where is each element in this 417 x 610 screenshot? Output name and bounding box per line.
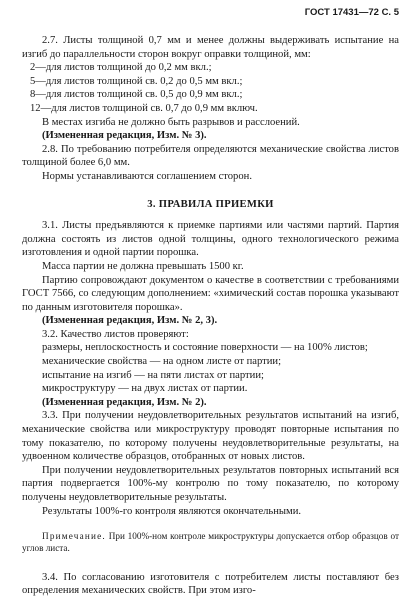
body-paragraph-12: Результаты 100%-го контроля являются окончательными. xyxy=(42,505,302,517)
body-paragraph-0: 3.1. Листы предъявляются к приемке партиями или частями партий. Партия должна состоять из листов одной толщины, одного технологического режима изготовления и одной партии порошка. xyxy=(22,220,399,259)
section-title: 3. ПРАВИЛА ПРИЕМКИ xyxy=(147,198,274,210)
top-paragraph-6: (Измененная редакция, Изм. № 3). xyxy=(42,130,207,142)
top-paragraph-4: 12—для листов толщиной св. 0,7 до 0,9 мм включ. xyxy=(30,102,258,114)
note-label: Примечание. xyxy=(42,531,106,542)
last-paragraph: 3.4. По согласованию изготовителя с потребителем листы поставляют без определения механических свойств. При этом изго- xyxy=(22,571,399,597)
body-paragraph-10: 3.3. При получении неудовлетворительных результатов испытаний на изгиб, механические свойства или микроструктуру проводят повторные испытания по тому показателю, по которому получены неудовлетворительные результаты, на удвоенном количестве образцов, отобранных от новых листов. xyxy=(22,410,399,463)
body-paragraph-7: испытание на изгиб — на пяти листах от партии; xyxy=(42,369,264,381)
top-paragraph-1: 2—для листов толщиной до 0,2 мм вкл.; xyxy=(30,62,212,74)
note-paragraph xyxy=(22,531,399,554)
top-paragraph-8: Нормы устанавливаются соглашением сторон. xyxy=(42,170,252,182)
top-paragraph-0: 2.7. Листы толщиной 0,7 мм и менее должны выдерживать испытание на изгиб до параллельности сторон вокруг оправки толщиной, мм: xyxy=(22,35,399,60)
body-paragraph-8: микроструктуру — на двух листах от партии. xyxy=(42,383,248,395)
top-paragraph-7: 2.8. По требованию потребителя определяются механические свойства листов толщиной более 6,0 мм. xyxy=(22,143,399,169)
body-paragraph-1: Масса партии не должна превышать 1500 кг. xyxy=(42,260,244,272)
body-paragraph-4: 3.2. Качество листов проверяют: xyxy=(42,328,189,340)
body-paragraph-3: (Измененная редакция, Изм. № 2, 3). xyxy=(42,315,218,327)
top-paragraph-5: В местах изгиба не должно быть разрывов и расслоений. xyxy=(42,116,300,128)
page-header: ГОСТ 17431—72 С. 5 xyxy=(304,7,399,18)
section-2-continuation xyxy=(22,34,399,184)
section-3-body xyxy=(22,219,399,518)
body-paragraph-11: При получении неудовлетворительных результатов повторных испытаний вся партия подвергается 100%-му контролю по тому показателю, по которому получены неудовлетворительные результаты. xyxy=(22,464,399,503)
body-paragraph-5: размеры, неплоскостность и состояние поверхности — на 100% листов; xyxy=(42,342,368,354)
note-text: При 100%-ном контроле микроструктуры допускается отбор образцов от углов листа. xyxy=(22,531,399,553)
top-paragraph-3: 8—для листов толщиной св. 0,5 до 0,9 мм вкл.; xyxy=(30,89,243,101)
body-paragraph-9: (Измененная редакция, Изм. № 2). xyxy=(42,396,207,408)
body-paragraph-6: механические свойства — на одном листе от партии; xyxy=(42,356,282,368)
top-paragraph-2: 5—для листов толщиной св. 0,2 до 0,5 мм вкл.; xyxy=(30,75,243,87)
body-paragraph-2: Партию сопровождают документом о качестве в соответствии с требованиями ГОСТ 7566, со следующим дополнением: «химический состав порошка указывают по данным изготовителя порошка». xyxy=(22,274,399,313)
